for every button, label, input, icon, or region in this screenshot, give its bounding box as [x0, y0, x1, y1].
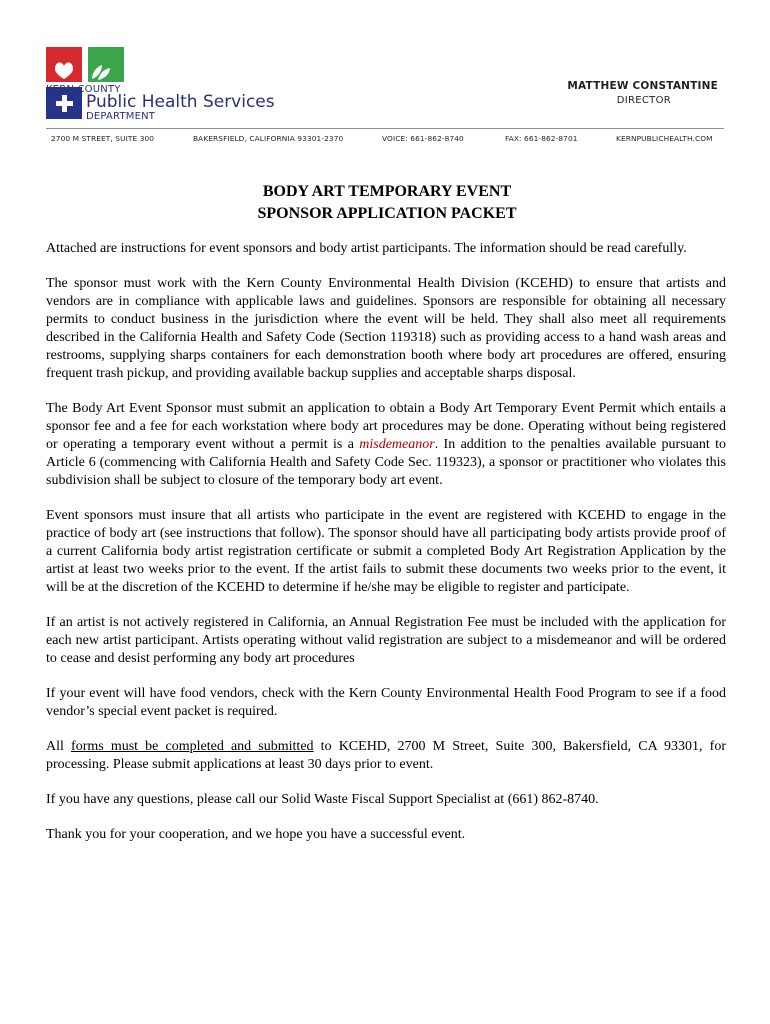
- paragraph-questions: If you have any questions, please call our Solid Waste Fiscal Support Specialist at (661) 862-8740.: [46, 792, 599, 807]
- director-name: MATTHEW CONSTANTINE: [567, 80, 718, 92]
- letterhead: [0, 0, 770, 150]
- paragraph-registration-fee: If an artist is not actively registered in California, an Annual Registration Fee must be included with the application for each new artist participant. Artists operating without valid registration are subject to a misdemeanor and will be ordered to cease and desist performing any body art procedures: [46, 615, 726, 666]
- paragraph-permit-text-a: The Body Art Event Sponsor must submit an application to obtain a Body Art Temporary Event Permit which entails a sponsor fee and a fee for each workstation where body art procedures may be done. Operating without being registered or operating a temporary event without a permit is a: [46, 401, 726, 452]
- paragraph-permit-requirement: [46, 400, 726, 490]
- paragraph-submission-text-b: to KCEHD, 2700 M Street, Suite 300, Bakersfield, CA 93301, for processing. Please submit applications at least 30 days prior to event.: [46, 739, 727, 772]
- paragraph-sponsor-responsibilities: The sponsor must work with the Kern County Environmental Health Division (KCEHD) to ensure that artists and vendors are in compliance with applicable laws and guidelines. Sponsors are responsible for obtaining all necessary permits to conduct business in the jurisdiction where the event will be held. They shall also meet all requirements described in the California Health and Safety Code (Section 119318) such as providing access to a hand wash areas and restrooms, supplying sharps containers for each demonstration booth where body art procedures are offered, ensuring frequent trash pickup, and providing available backup supplies and acceptable sharps disposal.: [46, 276, 726, 381]
- contact-website[interactable]: KERNPUBLICHEALTH.COM: [616, 134, 713, 143]
- title-line-2: SPONSOR APPLICATION PACKET: [257, 205, 517, 222]
- dept-line-department: DEPARTMENT: [86, 111, 156, 122]
- misdemeanor-emphasis: misdemeanor: [359, 437, 435, 452]
- paragraph-closing: Thank you for your cooperation, and we hope you have a successful event.: [46, 827, 466, 842]
- paragraph-permit-text-b: . In addition to the penalties available pursuant to Article 6 (commencing with California Health and Safety Code Sec. 119323), a sponsor or practitioner who violates this subdivision shall be subject to closure of the temporary body art event.: [46, 437, 726, 488]
- title-line-1: BODY ART TEMPORARY EVENT: [262, 183, 512, 200]
- contact-address: 2700 M STREET, SUITE 300: [51, 134, 155, 143]
- paragraph-intro: Attached are instructions for event sponsors and body artist participants. The information should be read carefully.: [46, 241, 687, 256]
- paragraph-artist-registration: Event sponsors must insure that all artists who participate in the event are registered with KCEHD to engage in the practice of body art (see instructions that follow). The sponsor should have all participating body artists provide proof of a current California body artist registration certificate or submit a completed Body Art Registration Application by the artist at least two weeks prior to the event. If the artist fails to submit these documents two weeks prior to the event, it will be at the discretion of the KCEHD to determine if he/she may be eligible to register and participate.: [46, 508, 726, 595]
- director-title: DIRECTOR: [616, 95, 671, 106]
- paragraph-submission-text-a: All: [46, 739, 72, 754]
- document-body: [46, 240, 726, 861]
- paragraph-food-vendors: If your event will have food vendors, check with the Kern County Environmental Health Food Program to see if a food vendor’s special event packet is required.: [46, 686, 726, 719]
- dept-line-kern-county: KERN COUNTY: [46, 84, 121, 95]
- dept-line-public-health: Public Health Services: [86, 92, 275, 112]
- contact-city: BAKERSFIELD, CALIFORNIA 93301-2370: [193, 134, 344, 143]
- forms-submission-underline: forms must be completed and submitted: [71, 739, 314, 754]
- contact-voice: VOICE: 661-862-8740: [382, 134, 464, 143]
- contact-fax: FAX: 661-862-8701: [505, 134, 578, 143]
- letterhead-divider: [46, 128, 724, 129]
- paragraph-submission: [46, 738, 726, 774]
- document-title: [46, 181, 728, 225]
